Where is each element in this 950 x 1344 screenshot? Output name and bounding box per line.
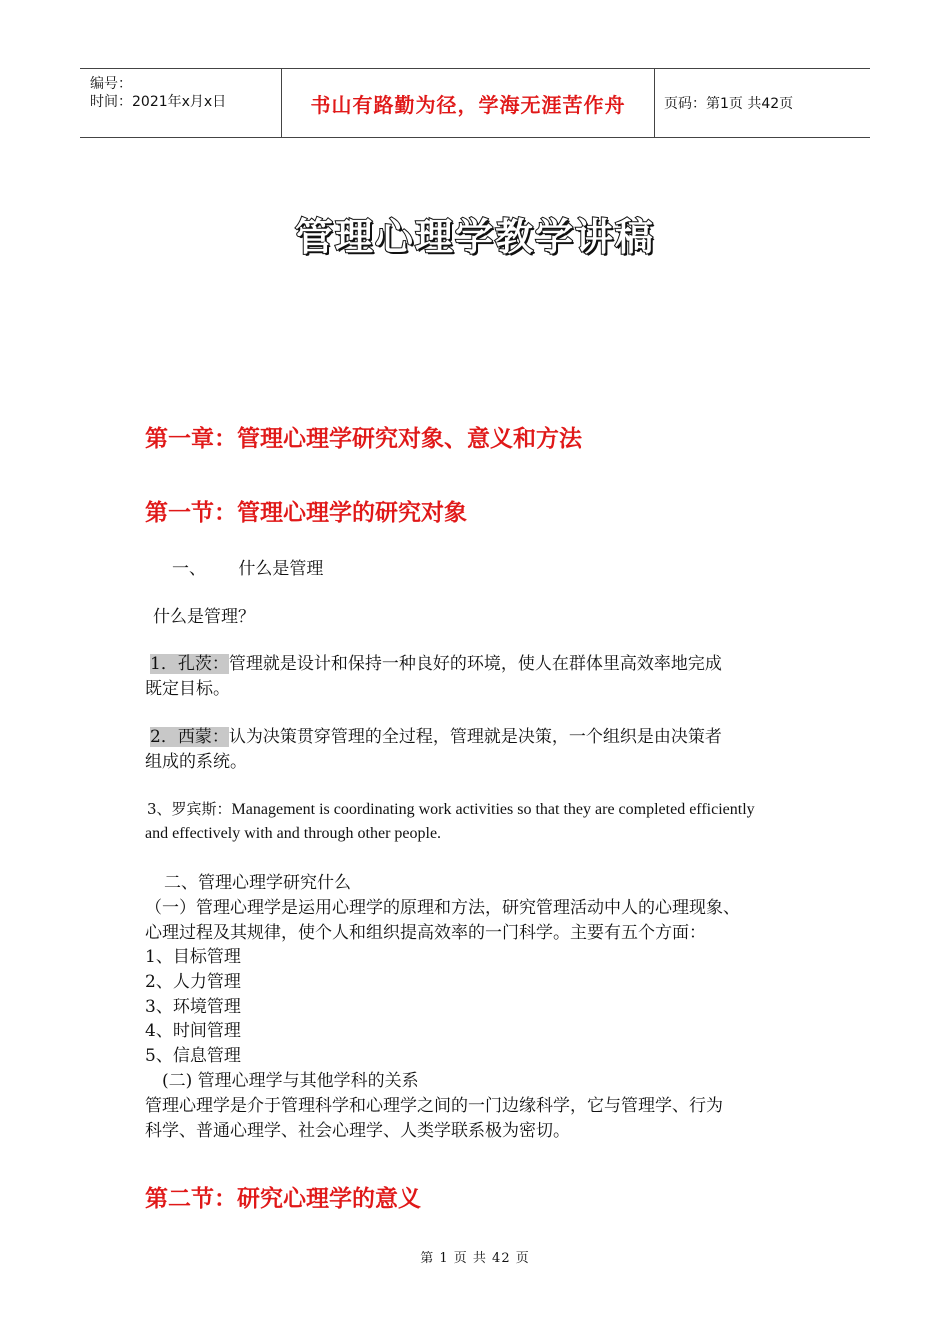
motto: 书山有路勤为径，学海无涯苦作舟: [310, 92, 626, 117]
definition-2-continued: 组成的系统。: [145, 752, 247, 772]
paragraph-1-line-1: （一）管理心理学是运用心理学的原理和方法，研究管理活动中人的心理现象、: [145, 898, 740, 918]
chapter-heading: 第一章：管理心理学研究对象、意义和方法: [145, 426, 582, 452]
definition-2-label: 2．西蒙：: [150, 727, 229, 747]
document-title: 管理心理学教学讲稿: [294, 215, 655, 259]
page-footer: 第 1 页 共 42 页: [420, 1251, 530, 1266]
paragraph-2-line-1: 管理心理学是介于管理科学和心理学之间的一门边缘科学，它与管理学、行为: [145, 1096, 723, 1116]
header-page-cell: [654, 69, 870, 137]
definition-3-continued: and effectively with and through other people.: [145, 825, 442, 842]
definition-1-text: 管理就是设计和保持一种良好的环境，使人在群体里高效率地完成: [228, 654, 722, 674]
section-heading-2: 第二节：研究心理学的意义: [145, 1186, 421, 1212]
definition-3-text: Management is coordinating work activities so that they are completed efficiently: [231, 801, 755, 818]
subheading-relations: (二) 管理心理学与其他学科的关系: [162, 1071, 419, 1091]
aspect-item: 4、时间管理: [145, 1021, 241, 1041]
definition-2-text: 认为决策贯穿管理的全过程，管理就是决策，一个组织是由决策者: [228, 727, 722, 747]
item-what-to-study: 二、管理心理学研究什么: [164, 873, 351, 893]
definition-3-label: 3、罗宾斯：: [147, 800, 232, 818]
question-what-is-management: 什么是管理？: [153, 607, 255, 627]
definition-1-continued: 既定目标。: [145, 679, 230, 699]
section-heading-1: 第一节：管理心理学的研究对象: [145, 500, 467, 526]
header-motto-cell: [281, 69, 655, 137]
aspect-item: 5、信息管理: [145, 1046, 241, 1066]
aspect-item: 1、目标管理: [145, 947, 241, 967]
paragraph-1-line-2: 心理过程及其规律，使个人和组织提高效率的一门科学。主要有五个方面：: [145, 923, 706, 943]
definition-2: [150, 725, 722, 750]
page-info: 页码：第1页 共42页: [664, 96, 794, 112]
paragraph-2-line-2: 科学、普通心理学、社会心理学、人类学联系极为密切。: [145, 1121, 570, 1141]
number-label: 编号：: [90, 76, 132, 92]
definition-1-label: 1．孔茨：: [150, 654, 229, 674]
definition-1: [150, 652, 722, 677]
header-left-cell: [80, 69, 280, 137]
aspect-item: 3、环境管理: [145, 997, 241, 1017]
item-what-is-management: 一、 什么是管理: [172, 559, 324, 579]
definition-3: [147, 797, 755, 822]
aspect-item: 2、人力管理: [145, 972, 241, 992]
header-table: [80, 68, 870, 138]
time-label: 时间：2021年x月x日: [90, 94, 227, 110]
